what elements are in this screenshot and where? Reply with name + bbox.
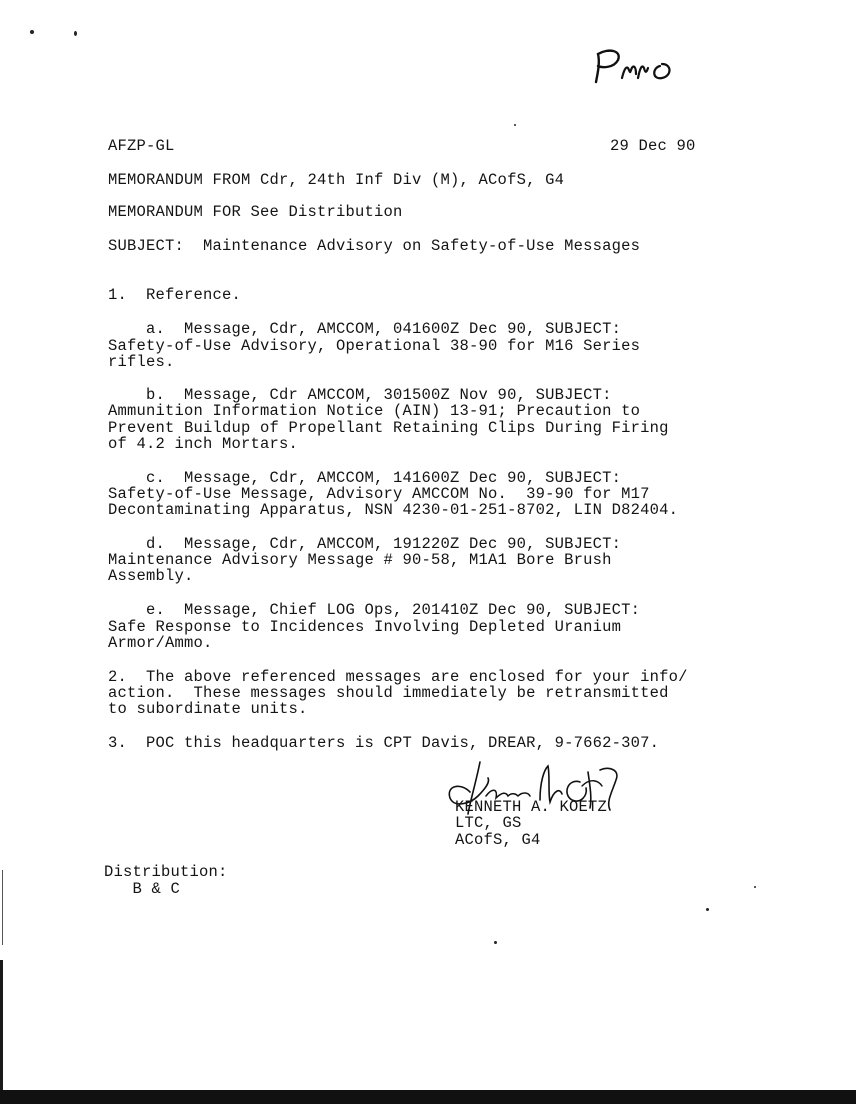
memo-subject: SUBJECT: Maintenance Advisory on Safety-of-Use Messages	[108, 237, 641, 255]
signer-rank: LTC, GS	[455, 814, 522, 832]
memo-date: 29 Dec 90	[610, 137, 696, 155]
distribution-value: B & C	[104, 880, 181, 898]
para3: 3. POC this headquarters is CPT Davis, DREAR, 9-7662-307.	[108, 734, 660, 752]
distribution-label: Distribution:	[104, 863, 228, 881]
ref-a-line: Safety-of-Use Advisory, Operational 38-90 for M16 Series	[108, 337, 641, 355]
para2-line: to subordinate units.	[108, 700, 308, 718]
ref-a-line: rifles.	[108, 353, 175, 371]
scan-speck	[514, 124, 516, 126]
ref-d-line: Assembly.	[108, 567, 194, 585]
memo-for: MEMORANDUM FOR See Distribution	[108, 203, 403, 221]
ref-b-line: Ammunition Information Notice (AIN) 13-91; Precaution to	[108, 402, 641, 420]
para2-line: action. These messages should immediately be retransmitted	[108, 684, 669, 702]
ref-d-line: d. Message, Cdr, AMCCOM, 191220Z Dec 90, SUBJECT:	[108, 535, 622, 553]
scan-edge-left	[0, 960, 3, 1100]
scan-speck	[74, 31, 77, 36]
para1-heading: 1. Reference.	[108, 286, 242, 304]
ref-e-line: Safe Response to Incidences Involving Depleted Uranium	[108, 618, 622, 636]
signer-title: ACofS, G4	[455, 831, 541, 849]
ref-b-line: Prevent Buildup of Propellant Retaining Clips During Firing	[108, 419, 669, 437]
office-symbol: AFZP-GL	[108, 137, 175, 155]
scan-speck	[30, 30, 34, 34]
signer-name: KENNETH A. KOETZ	[455, 798, 608, 816]
ref-a-line: a. Message, Cdr, AMCCOM, 041600Z Dec 90, SUBJECT:	[108, 320, 622, 338]
scan-speck	[494, 941, 497, 944]
scan-edge-left-upper	[2, 870, 3, 945]
handwritten-pmo-note	[588, 44, 688, 90]
memo-from: MEMORANDUM FROM Cdr, 24th Inf Div (M), ACofS, G4	[108, 171, 565, 189]
ref-e-line: e. Message, Chief LOG Ops, 201410Z Dec 90, SUBJECT:	[108, 601, 641, 619]
scan-speck	[754, 886, 756, 888]
scan-speck	[706, 908, 709, 911]
ref-b-line: of 4.2 inch Mortars.	[108, 435, 299, 453]
ref-d-line: Maintenance Advisory Message # 90-58, M1A1 Bore Brush	[108, 551, 612, 569]
ref-b-line: b. Message, Cdr AMCCOM, 301500Z Nov 90, SUBJECT:	[108, 386, 612, 404]
para2-line: 2. The above referenced messages are enclosed for your info/	[108, 668, 688, 686]
ref-e-line: Armor/Ammo.	[108, 634, 213, 652]
ref-c-line: Safety-of-Use Message, Advisory AMCCOM No. 39-90 for M17	[108, 485, 650, 503]
scan-edge-bottom	[0, 1090, 856, 1104]
ref-c-line: Decontaminating Apparatus, NSN 4230-01-251-8702, LIN D82404.	[108, 501, 679, 519]
ref-c-line: c. Message, Cdr, AMCCOM, 141600Z Dec 90, SUBJECT:	[108, 469, 622, 487]
